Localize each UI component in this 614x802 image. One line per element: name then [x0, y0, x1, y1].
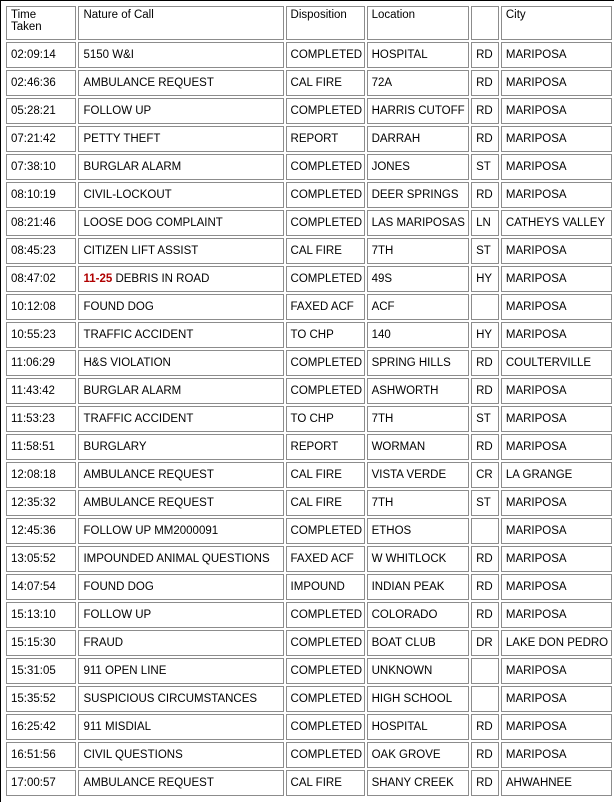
- table-row: [6, 462, 612, 488]
- location-cell: VISTA VERDE: [367, 462, 470, 488]
- disposition-cell: COMPLETED: [286, 266, 365, 292]
- table-row: [6, 742, 612, 768]
- suffix-cell: CR: [471, 462, 499, 488]
- disposition-cell: IMPOUND: [286, 574, 365, 600]
- suffix-cell: HY: [471, 322, 499, 348]
- location-cell: OAK GROVE: [367, 742, 470, 768]
- call-log-body: [6, 42, 612, 796]
- header-time-taken: [6, 6, 76, 40]
- header-row: [6, 6, 612, 40]
- nature-cell: H&S VIOLATION: [78, 350, 283, 376]
- nature-cell: BURGLAR ALARM: [78, 378, 283, 404]
- disposition-cell: CAL FIRE: [286, 770, 365, 796]
- location-cell: HOSPITAL: [367, 42, 470, 68]
- city-cell: MARIPOSA: [501, 182, 612, 208]
- time-cell: 07:38:10: [6, 154, 76, 180]
- table-row: [6, 126, 612, 152]
- disposition-cell: COMPLETED: [286, 378, 365, 404]
- disposition-cell: COMPLETED: [286, 518, 365, 544]
- suffix-cell: ST: [471, 490, 499, 516]
- city-cell: MARIPOSA: [501, 574, 612, 600]
- time-cell: 11:53:23: [6, 406, 76, 432]
- nature-cell: SUSPICIOUS CIRCUMSTANCES: [78, 686, 283, 712]
- table-row: [6, 210, 612, 236]
- suffix-cell: LN: [471, 210, 499, 236]
- nature-cell: BURGLARY: [78, 434, 283, 460]
- disposition-cell: COMPLETED: [286, 98, 365, 124]
- disposition-cell: REPORT: [286, 434, 365, 460]
- suffix-cell: [471, 658, 499, 684]
- suffix-cell: [471, 294, 499, 320]
- nature-cell: PETTY THEFT: [78, 126, 283, 152]
- city-cell: MARIPOSA: [501, 70, 612, 96]
- suffix-cell: ST: [471, 238, 499, 264]
- location-cell: SPRING HILLS: [367, 350, 470, 376]
- table-row: [6, 714, 612, 740]
- table-row: [6, 182, 612, 208]
- suffix-cell: RD: [471, 126, 499, 152]
- suffix-cell: [471, 518, 499, 544]
- table-row: [6, 98, 612, 124]
- call-log-table: [4, 4, 614, 798]
- city-cell: MARIPOSA: [501, 322, 612, 348]
- nature-cell: CITIZEN LIFT ASSIST: [78, 238, 283, 264]
- location-cell: 49S: [367, 266, 470, 292]
- location-cell: UNKNOWN: [367, 658, 470, 684]
- time-cell: 15:31:05: [6, 658, 76, 684]
- time-cell: 14:07:54: [6, 574, 76, 600]
- suffix-cell: ST: [471, 406, 499, 432]
- time-cell: 11:06:29: [6, 350, 76, 376]
- nature-cell: AMBULANCE REQUEST: [78, 462, 283, 488]
- suffix-cell: RD: [471, 742, 499, 768]
- disposition-cell: TO CHP: [286, 322, 365, 348]
- location-cell: ACF: [367, 294, 470, 320]
- disposition-cell: COMPLETED: [286, 42, 365, 68]
- suffix-cell: RD: [471, 70, 499, 96]
- nature-cell: TRAFFIC ACCIDENT: [78, 406, 283, 432]
- table-row: [6, 518, 612, 544]
- table-row: [6, 658, 612, 684]
- nature-cell: CIVIL QUESTIONS: [78, 742, 283, 768]
- location-cell: 7TH: [367, 490, 470, 516]
- header-location: Location: [367, 6, 470, 40]
- time-cell: 11:58:51: [6, 434, 76, 460]
- nature-cell: IMPOUNDED ANIMAL QUESTIONS: [78, 546, 283, 572]
- city-cell: MARIPOSA: [501, 546, 612, 572]
- city-cell: MARIPOSA: [501, 378, 612, 404]
- city-cell: MARIPOSA: [501, 154, 612, 180]
- time-cell: 11:43:42: [6, 378, 76, 404]
- disposition-cell: COMPLETED: [286, 350, 365, 376]
- nature-cell: AMBULANCE REQUEST: [78, 490, 283, 516]
- city-cell: MARIPOSA: [501, 238, 612, 264]
- city-cell: MARIPOSA: [501, 266, 612, 292]
- suffix-cell: ST: [471, 154, 499, 180]
- disposition-cell: CAL FIRE: [286, 238, 365, 264]
- nature-cell: FOUND DOG: [78, 294, 283, 320]
- table-row: [6, 434, 612, 460]
- time-cell: 10:12:08: [6, 294, 76, 320]
- location-cell: SHANY CREEK: [367, 770, 470, 796]
- suffix-cell: RD: [471, 42, 499, 68]
- city-cell: LA GRANGE: [501, 462, 612, 488]
- nature-cell: AMBULANCE REQUEST: [78, 770, 283, 796]
- time-cell: 12:35:32: [6, 490, 76, 516]
- time-cell: 08:47:02: [6, 266, 76, 292]
- suffix-cell: [471, 686, 499, 712]
- city-cell: LAKE DON PEDRO: [501, 630, 612, 656]
- city-cell: MARIPOSA: [501, 434, 612, 460]
- nature-cell: FOLLOW UP: [78, 98, 283, 124]
- nature-cell: 911 OPEN LINE: [78, 658, 283, 684]
- city-cell: MARIPOSA: [501, 518, 612, 544]
- location-cell: ASHWORTH: [367, 378, 470, 404]
- call-code: 11-25: [83, 273, 113, 285]
- suffix-cell: RD: [471, 770, 499, 796]
- city-cell: MARIPOSA: [501, 742, 612, 768]
- city-cell: MARIPOSA: [501, 98, 612, 124]
- disposition-cell: CAL FIRE: [286, 462, 365, 488]
- disposition-cell: REPORT: [286, 126, 365, 152]
- time-cell: 02:09:14: [6, 42, 76, 68]
- suffix-cell: RD: [471, 546, 499, 572]
- nature-cell: AMBULANCE REQUEST: [78, 70, 283, 96]
- city-cell: AHWAHNEE: [501, 770, 612, 796]
- city-cell: MARIPOSA: [501, 126, 612, 152]
- suffix-cell: RD: [471, 378, 499, 404]
- disposition-cell: COMPLETED: [286, 602, 365, 628]
- location-cell: JONES: [367, 154, 470, 180]
- city-cell: MARIPOSA: [501, 658, 612, 684]
- time-cell: 17:00:57: [6, 770, 76, 796]
- location-cell: ETHOS: [367, 518, 470, 544]
- time-cell: 10:55:23: [6, 322, 76, 348]
- table-row: [6, 602, 612, 628]
- city-cell: MARIPOSA: [501, 490, 612, 516]
- city-cell: COULTERVILLE: [501, 350, 612, 376]
- header-street-suffix: [471, 6, 499, 40]
- city-cell: MARIPOSA: [501, 602, 612, 628]
- table-row: [6, 350, 612, 376]
- time-cell: 15:13:10: [6, 602, 76, 628]
- time-cell: 07:21:42: [6, 126, 76, 152]
- city-cell: MARIPOSA: [501, 294, 612, 320]
- time-cell: 15:35:52: [6, 686, 76, 712]
- table-row: [6, 546, 612, 572]
- location-cell: COLORADO: [367, 602, 470, 628]
- nature-cell: 911 MISDIAL: [78, 714, 283, 740]
- location-cell: DEER SPRINGS: [367, 182, 470, 208]
- table-row: [6, 770, 612, 796]
- time-cell: 12:08:18: [6, 462, 76, 488]
- suffix-cell: RD: [471, 434, 499, 460]
- nature-cell: CIVIL-LOCKOUT: [78, 182, 283, 208]
- table-row: [6, 294, 612, 320]
- suffix-cell: RD: [471, 574, 499, 600]
- disposition-cell: COMPLETED: [286, 210, 365, 236]
- disposition-cell: COMPLETED: [286, 630, 365, 656]
- disposition-cell: COMPLETED: [286, 154, 365, 180]
- location-cell: LAS MARIPOSAS: [367, 210, 470, 236]
- location-cell: WORMAN: [367, 434, 470, 460]
- location-cell: 140: [367, 322, 470, 348]
- nature-cell: FOLLOW UP MM2000091: [78, 518, 283, 544]
- table-row: [6, 490, 612, 516]
- nature-cell: FOUND DOG: [78, 574, 283, 600]
- time-cell: 08:21:46: [6, 210, 76, 236]
- table-row: [6, 238, 612, 264]
- nature-cell: TRAFFIC ACCIDENT: [78, 322, 283, 348]
- suffix-cell: DR: [471, 630, 499, 656]
- time-cell: 13:05:52: [6, 546, 76, 572]
- time-cell: 16:51:56: [6, 742, 76, 768]
- header-nature-of-call: Nature of Call: [78, 6, 283, 40]
- location-cell: 7TH: [367, 238, 470, 264]
- table-row: [6, 406, 612, 432]
- suffix-cell: RD: [471, 98, 499, 124]
- suffix-cell: RD: [471, 714, 499, 740]
- location-cell: INDIAN PEAK: [367, 574, 470, 600]
- disposition-cell: COMPLETED: [286, 742, 365, 768]
- table-row: [6, 686, 612, 712]
- nature-cell: 5150 W&I: [78, 42, 283, 68]
- table-row: [6, 154, 612, 180]
- suffix-cell: RD: [471, 602, 499, 628]
- suffix-cell: RD: [471, 350, 499, 376]
- nature-cell: LOOSE DOG COMPLAINT: [78, 210, 283, 236]
- location-cell: DARRAH: [367, 126, 470, 152]
- table-row: [6, 266, 612, 292]
- city-cell: MARIPOSA: [501, 42, 612, 68]
- location-cell: 72A: [367, 70, 470, 96]
- disposition-cell: FAXED ACF: [286, 294, 365, 320]
- nature-cell: FOLLOW UP: [78, 602, 283, 628]
- disposition-cell: FAXED ACF: [286, 546, 365, 572]
- time-cell: 12:45:36: [6, 518, 76, 544]
- header-city: City: [501, 6, 612, 40]
- location-cell: BOAT CLUB: [367, 630, 470, 656]
- city-cell: MARIPOSA: [501, 406, 612, 432]
- disposition-cell: COMPLETED: [286, 714, 365, 740]
- disposition-cell: TO CHP: [286, 406, 365, 432]
- header-time-line2: Taken: [11, 21, 42, 33]
- disposition-cell: CAL FIRE: [286, 70, 365, 96]
- time-cell: 16:25:42: [6, 714, 76, 740]
- location-cell: HIGH SCHOOL: [367, 686, 470, 712]
- header-time-line1: Time: [11, 9, 37, 21]
- table-row: [6, 630, 612, 656]
- disposition-cell: COMPLETED: [286, 658, 365, 684]
- time-cell: 05:28:21: [6, 98, 76, 124]
- city-cell: MARIPOSA: [501, 686, 612, 712]
- location-cell: 7TH: [367, 406, 470, 432]
- location-cell: W WHITLOCK: [367, 546, 470, 572]
- table-row: [6, 378, 612, 404]
- suffix-cell: RD: [471, 182, 499, 208]
- table-row: [6, 574, 612, 600]
- suffix-cell: HY: [471, 266, 499, 292]
- time-cell: 02:46:36: [6, 70, 76, 96]
- table-row: [6, 70, 612, 96]
- location-cell: HOSPITAL: [367, 714, 470, 740]
- time-cell: 08:10:19: [6, 182, 76, 208]
- header-disposition: Disposition: [286, 6, 365, 40]
- time-cell: 08:45:23: [6, 238, 76, 264]
- city-cell: MARIPOSA: [501, 714, 612, 740]
- nature-cell: [78, 266, 283, 292]
- disposition-cell: CAL FIRE: [286, 490, 365, 516]
- location-cell: HARRIS CUTOFF: [367, 98, 470, 124]
- nature-cell: BURGLAR ALARM: [78, 154, 283, 180]
- disposition-cell: COMPLETED: [286, 182, 365, 208]
- table-row: [6, 42, 612, 68]
- table-row: [6, 322, 612, 348]
- time-cell: 15:15:30: [6, 630, 76, 656]
- city-cell: CATHEYS VALLEY: [501, 210, 612, 236]
- disposition-cell: COMPLETED: [286, 686, 365, 712]
- nature-cell: FRAUD: [78, 630, 283, 656]
- nature-text: DEBRIS IN ROAD: [112, 273, 210, 285]
